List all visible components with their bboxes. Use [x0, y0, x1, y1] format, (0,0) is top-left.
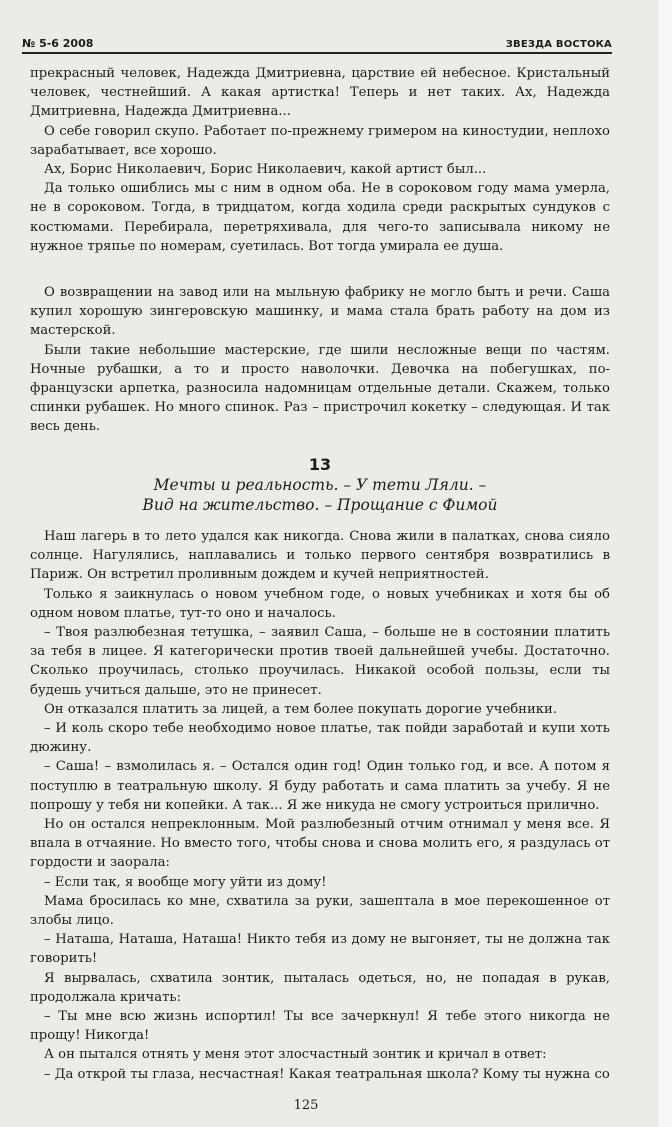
- chapter-title-line-2: Вид на жительство. – Прощание с Фимой: [142, 496, 498, 514]
- paragraph: – Саша! – взмолилась я. – Остался один год! Один только год, и все. А потом я поступлю в театральную школу. Я буду работать и сама платить за учебу. Я не попрошу у тебя ни копейки. А так... Я же никуда не смогу устроиться прилично.: [30, 759, 610, 813]
- paragraph: – Твоя разлюбезная тетушка, – заявил Саша, – больше не в состоянии платить за тебя в лицее. Я категорически против твоей дальнейшей учебы. Достаточно. Сколько проучилась, столько проучилась. Никакой особой пользы, если ты будешь учиться дальше, это не принесет.: [30, 625, 610, 698]
- paragraph: Он отказался платить за лицей, а тем более покупать дорогие учебники.: [44, 701, 557, 717]
- paragraph: Мама бросилась ко мне, схватила за руки, зашептала в мое перекошенное от злобы лицо.: [30, 893, 610, 929]
- running-header: [22, 30, 612, 54]
- journal-title: ЗВЕЗДА ВОСТОКА: [505, 39, 612, 50]
- chapter-heading: [30, 455, 610, 515]
- paragraph: О возвращении на завод или на мыльную фабрику не могло быть и речи. Саша купил хорошую зингеровскую машинку, и мама стала брать работу на дом из мастерской.: [30, 285, 610, 339]
- paragraph: Да только ошиблись мы с ним в одном оба. Не в сороковом году мама умерла, не в сороковом. Тогда, в тридцатом, когда ходила среди раскрытых сундуков с костюмами. Перебирала, перетряхивала, для чего-то записывала никому не нужное тряпье по номерам, суетилась. Вот тогда умирала ее душа.: [30, 181, 610, 254]
- paragraph: Наш лагерь в то лето удался как никогда. Снова жили в палатках, снова сияло солнце. Нагулялись, наплавались и только первого сентября возвратились в Париж. Он встретил проливным дождем и кучей неприятностей.: [30, 529, 610, 583]
- paragraph: Ах, Борис Николаевич, Борис Николаевич, какой артист был...: [44, 162, 487, 178]
- text-block-chapter-13: [30, 527, 610, 1084]
- paragraph: Но он остался непреклонным. Мой разлюбезный отчим отнимал у меня все. Я впала в отчаяние. Но вместо того, чтобы снова и снова молить его, я раздулась от гордости и заорала:: [30, 817, 610, 871]
- paragraph: прекрасный человек, Надежда Дмитриевна, царствие ей небесное. Кристальный человек, честнейший. А какая артистка! Теперь и нет таких. Ах, Надежда Дмитриевна, Надежда Дмитриевна...: [30, 66, 610, 120]
- paragraph: – Наташа, Наташа, Наташа! Никто тебя из дому не выгоняет, ты не должна так говорить!: [30, 932, 610, 967]
- chapter-number: 13: [308, 455, 332, 474]
- paragraph: – Да открой ты глаза, несчастная! Какая театральная школа? Кому ты нужна со: [44, 1066, 610, 1082]
- text-block-opening: [30, 64, 610, 256]
- paragraph: – Ты мне всю жизнь испортил! Ты все зачеркнул! Я тебе этого никогда не прощу! Никогда!: [30, 1009, 610, 1044]
- paragraph: – Если так, я вообще могу уйти из дому!: [44, 874, 327, 890]
- paragraph: О себе говорил скупо. Работает по-прежнему гримером на киностудии, неплохо зарабатывает, все хорошо.: [30, 123, 610, 158]
- chapter-title-line-1: Мечты и реальность. – У тети Ляли. –: [153, 476, 487, 494]
- paragraph: Были такие небольшие мастерские, где шили несложные вещи по частям. Ночные рубашки, а то и просто наволочки. Девочка на побегушках, по-французски арпетка, разносила надомницам отдельные детали. Скажем, только спинки рубашек. Но много спинок. Раз – пристрочил кокетку – следующая. И так весь день.: [30, 342, 610, 435]
- issue-number: № 5-6 2008: [22, 37, 94, 50]
- paragraph: Только я заикнулась о новом учебном годе, о новых учебниках и хотя бы об одном новом платье, тут-то оно и началось.: [30, 586, 610, 621]
- paragraph: Я вырвалась, схватила зонтик, пыталась одеться, но, не попадая в рукав, продолжала кричать:: [30, 970, 610, 1005]
- page-number: 125: [293, 1098, 319, 1113]
- text-block-workshop: [30, 283, 610, 437]
- paragraph: А он пытался отнять у меня этот злосчастный зонтик и кричал в ответ:: [44, 1047, 547, 1063]
- page-edge: [658, 0, 672, 1127]
- paragraph: – И коль скоро тебе необходимо новое платье, так пойди заработай и купи хоть дюжину.: [30, 721, 610, 756]
